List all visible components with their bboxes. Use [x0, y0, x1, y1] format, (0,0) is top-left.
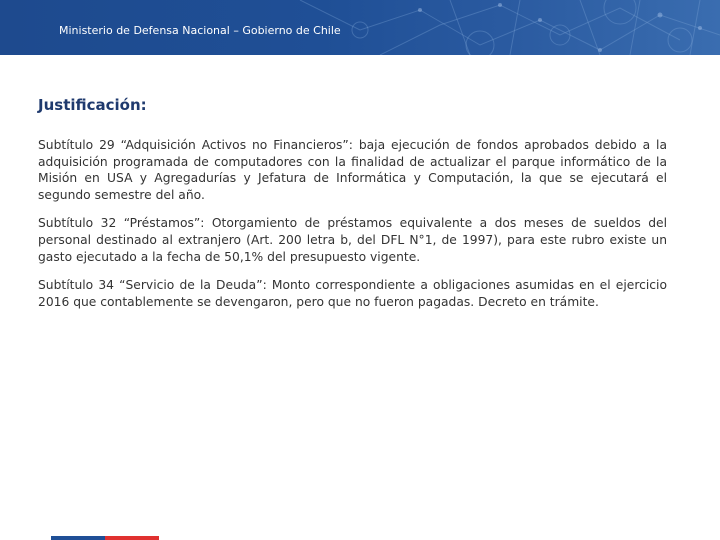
header-banner: [0, 0, 720, 55]
flag-blue-segment: [51, 536, 105, 540]
flag-red-segment: [105, 536, 159, 540]
main-content: [38, 95, 667, 322]
paragraph-subtitulo-34: Subtítulo 34 “Servicio de la Deuda”: Monto correspondiente a obligaciones asumidas en el ejercicio 2016 que contablemente se devengaron, pero que no fueron pagadas. Decreto en trámite.: [38, 278, 667, 309]
paragraph-subtitulo-29: Subtítulo 29 “Adquisición Activos no Financieros”: baja ejecución de fondos aprobados debido a la adquisición programada de computadores con la finalidad de actualizar el parque informático de la Misión en USA y Agregadurías y Jefatura de Informática y Computación, la que se ejecutará el segundo semestre del año.: [38, 138, 667, 202]
chile-flag-stripe: [51, 536, 159, 540]
page-title: Justificación:: [38, 96, 147, 114]
header-title: Ministerio de Defensa Nacional – Gobierno de Chile: [59, 24, 341, 37]
paragraph-subtitulo-32: Subtítulo 32 “Préstamos”: Otorgamiento de préstamos equivalente a dos meses de sueldos del personal destinado al extranjero (Art. 200 letra b, del DFL N°1, de 1997), para este rubro existe un gasto ejecutado a la fecha de 50,1% del presupuesto vigente.: [38, 216, 667, 264]
